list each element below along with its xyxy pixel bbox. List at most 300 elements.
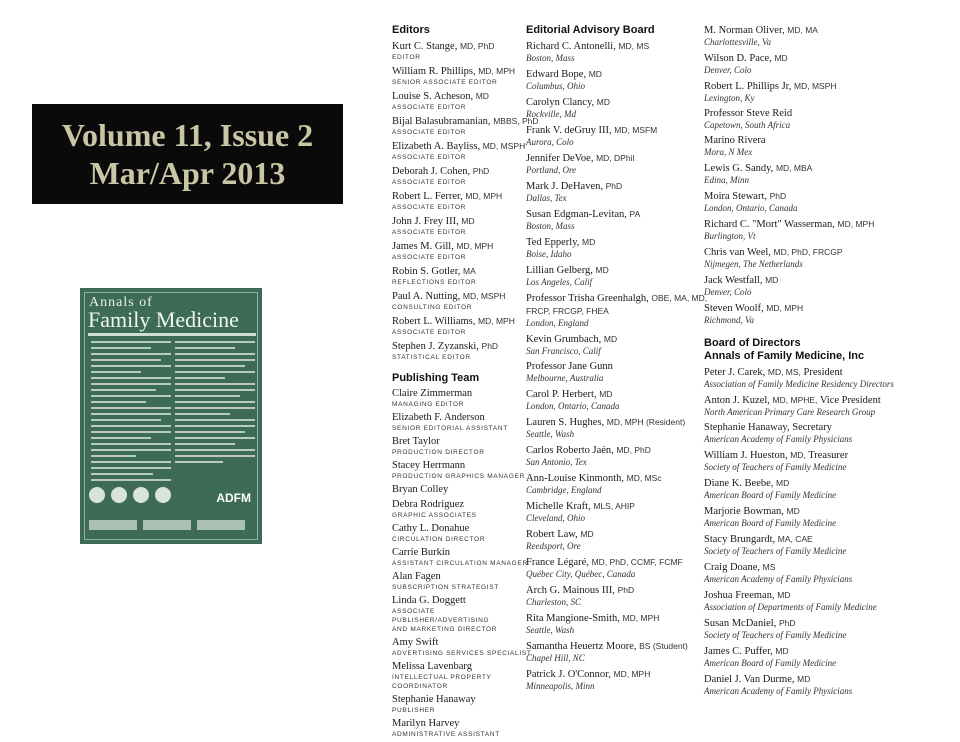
person-location: Aurora, Colo [526, 137, 574, 147]
person-role: ASSOCIATE EDITOR [392, 229, 467, 236]
person-credentials: MD [582, 237, 596, 247]
person-entry [526, 208, 706, 231]
person-entry [526, 388, 706, 411]
person-entry [392, 547, 532, 568]
person-name: John J. Frey III, MD [392, 216, 475, 227]
person-role: COORDINATOR [392, 683, 448, 690]
person-entry [704, 561, 904, 584]
person-location: San Francisco, Calif [526, 346, 601, 356]
person-location: Denver, Colo [704, 65, 752, 75]
person-location: American Board of Family Medicine [704, 518, 837, 528]
person-credentials: MBBS, PhD [493, 116, 539, 126]
person-location: Association of Family Medicine Residency Directors [704, 379, 894, 389]
person-name: M. Norman Oliver, MD, MA [704, 25, 818, 36]
person-entry [526, 96, 706, 119]
person-credentials: MD [775, 646, 789, 656]
person-location: Edina, Minn [704, 175, 749, 185]
person-credentials: PhD [472, 166, 490, 176]
person-location: American Academy of Family Physicians [704, 686, 853, 696]
person-name: Lauren S. Hughes, MD, MPH (Resident) [526, 417, 686, 428]
person-location: North American Primary Care Research Group [704, 407, 876, 417]
publishing-heading: Publishing Team [392, 372, 480, 384]
person-name: Marilyn Harvey [392, 718, 460, 729]
person-credentials: MD, MPH [465, 191, 503, 201]
person-entry [526, 500, 706, 523]
person-entry [526, 292, 706, 328]
person-role: ASSOCIATE EDITOR [392, 204, 467, 211]
person-entry [392, 90, 532, 112]
person-role: SUBSCRIPTION STRATEGIST [392, 584, 499, 591]
person-entry [704, 366, 904, 389]
person-role: AND MARKETING DIRECTOR [392, 626, 498, 633]
person-credentials: PhD [605, 181, 623, 191]
person-entry [392, 340, 532, 362]
person-entry [526, 612, 706, 635]
person-credentials: MD, MPH [478, 316, 515, 326]
person-entry [704, 274, 904, 297]
person-location: American Academy of Family Physicians [704, 574, 853, 584]
person-name: Bret Taylor [392, 436, 440, 447]
person-entry [392, 484, 532, 496]
person-name: Frank V. deGruy III, MD, MSFM [526, 125, 658, 136]
person-name: William R. Phillips, MD, MPH [392, 66, 516, 77]
person-entry [704, 533, 904, 556]
person-name: Elizabeth A. Bayliss, MD, MSPH [392, 141, 526, 152]
person-location: Minneapolis, Minn [526, 681, 595, 691]
person-name: Robert L. Williams, MD, MPH [392, 316, 515, 327]
cover-toc-left [91, 341, 171, 491]
person-entry [526, 416, 706, 439]
person-location: Denver, Colo [704, 287, 752, 297]
person-location: Boston, Mass [526, 53, 575, 63]
person-role: ASSOCIATE EDITOR [392, 154, 467, 161]
advisory-list [526, 40, 706, 691]
person-credentials: MD [461, 216, 475, 226]
person-entry [704, 505, 904, 528]
person-location: Association of Departments of Family Medicine [704, 602, 877, 612]
person-location: Burlington, Vt [704, 231, 756, 241]
person-location: Reedsport, Ore [526, 541, 581, 551]
person-entry [526, 444, 706, 467]
person-location: Rockville, Md [526, 109, 576, 119]
publishing-list [392, 388, 532, 739]
volume-issue: Volume 11, Issue 2 [61, 117, 314, 153]
person-name: Wilson D. Pace, MD [704, 53, 788, 64]
person-credentials: MD, MPH [837, 219, 875, 229]
person-entry [526, 333, 706, 356]
person-credentials: MD, MSPH [462, 291, 506, 301]
person-entry [526, 152, 706, 175]
person-entry [392, 661, 532, 691]
column-advisory-cont [704, 24, 904, 701]
person-name: Deborah J. Cohen, PhD [392, 166, 490, 177]
cover-meta-strip [88, 333, 256, 336]
person-credentials: PhD [481, 341, 499, 351]
journal-cover [80, 288, 262, 544]
person-name: Professor Jane Gunn [526, 361, 613, 372]
person-credentials: MD, MS [618, 41, 650, 51]
person-credentials: FRCP, FRCGP, FHEA [526, 306, 609, 316]
person-name: Diane K. Beebe, MD [704, 478, 790, 489]
person-credentials: MD, PhD, FRCGP [773, 247, 843, 257]
person-location: Cleveland, Ohio [526, 513, 585, 523]
person-entry [704, 394, 904, 417]
person-entry [392, 165, 532, 187]
person-entry [392, 637, 532, 658]
person-name: Stacy Brungardt, MA, CAE [704, 534, 813, 545]
editors-heading: Editors [392, 24, 430, 36]
person-name: Robert L. Phillips Jr, MD, MSPH [704, 81, 837, 92]
person-entry [526, 640, 706, 663]
person-entry [392, 140, 532, 162]
volume-banner [32, 104, 343, 204]
person-entry [704, 218, 904, 241]
person-role: ASSOCIATE PUBLISHER/ADVERTISING [392, 608, 490, 624]
person-credentials: MA, CAE [777, 534, 813, 544]
person-location: Richmond, Va [704, 315, 754, 325]
person-role: EDITOR [392, 54, 421, 61]
person-name: Arch G. Mainous III, PhD [526, 585, 635, 596]
person-location: Boise, Idaho [526, 249, 572, 259]
person-entry [704, 135, 904, 157]
person-credentials: MD, MPH [766, 303, 804, 313]
person-credentials: MD, MPH [456, 241, 494, 251]
person-name: Robert L. Ferrer, MD, MPH [392, 191, 503, 202]
column-editors [392, 24, 539, 742]
person-credentials: MD [596, 97, 610, 107]
person-credentials: MD [595, 265, 609, 275]
person-credentials: MD [603, 334, 618, 344]
person-entry [526, 668, 706, 691]
person-location: San Antonio, Tex [526, 457, 587, 467]
person-entry [392, 265, 532, 287]
person-credentials: MD [786, 506, 800, 516]
person-entry [392, 436, 532, 457]
person-name: Professor Steve Reid [704, 108, 793, 119]
board-list [704, 366, 904, 696]
person-role: PUBLISHER [392, 707, 436, 714]
person-name: Cathy L. Donahue [392, 523, 470, 534]
person-location: London, Ontario, Canada [526, 401, 620, 411]
person-name: Samantha Heuertz Moore, BS (Student) [526, 641, 688, 652]
person-name: Alan Fagen [392, 571, 441, 582]
person-name: Susan McDaniel, PhD [704, 618, 796, 629]
cover-toc-right [175, 341, 255, 491]
person-credentials: MS [762, 562, 776, 572]
person-name: Joshua Freeman, MD [704, 590, 791, 601]
person-entry [704, 422, 904, 444]
person-entry [392, 499, 532, 520]
person-role: GRAPHIC ASSOCIATES [392, 512, 477, 519]
person-credentials: OBE, MA, MD, [651, 293, 708, 303]
person-name: Bryan Colley [392, 484, 449, 495]
person-credentials: MD, MSPH [794, 81, 837, 91]
person-role: REFLECTIONS EDITOR [392, 279, 477, 286]
person-entry [392, 718, 532, 739]
person-role: MANAGING EDITOR [392, 401, 465, 408]
person-name: Stephanie Hanaway [392, 694, 476, 705]
person-name: Stephanie Hanaway, Secretary [704, 422, 832, 433]
person-entry [704, 108, 904, 130]
person-entry [392, 215, 532, 237]
cover-title-main: Family Medicine [88, 307, 239, 332]
person-entry [704, 477, 904, 500]
person-title: President [803, 367, 843, 378]
person-title: Treasurer [808, 450, 849, 461]
person-name: Ann-Louise Kinmonth, MD, MSc [526, 473, 662, 484]
person-location: Seattle, Wash [526, 625, 575, 635]
person-entry [526, 528, 706, 551]
person-location: Nijmegen, The Netherlands [704, 259, 803, 269]
person-role: ASSOCIATE EDITOR [392, 104, 467, 111]
person-entry [392, 571, 532, 592]
person-credentials: MD [588, 69, 602, 79]
person-name: Carrie Burkin [392, 547, 451, 558]
person-location: Society of Teachers of Family Medicine [704, 630, 847, 640]
person-entry [704, 617, 904, 640]
person-title: Vice President [819, 395, 881, 406]
person-name: Robin S. Gotler, MA [392, 266, 476, 277]
person-location: American Academy of Family Physicians [704, 434, 853, 444]
person-credentials: MA [463, 266, 476, 276]
person-entry [392, 523, 532, 544]
person-name: Debra Rodriguez [392, 499, 465, 510]
issue-date: Mar/Apr 2013 [89, 155, 286, 191]
advisory-heading: Editorial Advisory Board [526, 24, 655, 36]
person-location: Columbus, Ohio [526, 81, 586, 91]
person-entry [392, 460, 532, 481]
person-entry [392, 595, 532, 634]
person-name: Richard C. "Mort" Wasserman, MD, MPH [704, 219, 875, 230]
person-credentials: MD, DPhil [596, 153, 635, 163]
person-entry [704, 190, 904, 213]
person-entry [704, 246, 904, 269]
person-credentials: MD, MSc [626, 473, 662, 483]
person-name: Susan Edgman-Levitan, PA [526, 209, 641, 220]
person-credentials: MD, PhD [459, 41, 495, 51]
person-name: Stacey Herrmann [392, 460, 466, 471]
person-entry [526, 264, 706, 287]
person-entry [526, 236, 706, 259]
person-credentials: MD, MA [787, 25, 818, 35]
person-name: Lillian Gelberg, MD [526, 265, 609, 276]
person-credentials: MD, MPH [613, 669, 651, 679]
person-entry [526, 556, 706, 579]
person-location: Melbourne, Australia [526, 373, 604, 383]
person-name: Amy Swift [392, 637, 439, 648]
person-location: Society of Teachers of Family Medicine [704, 462, 847, 472]
person-name: France Légaré, MD, PhD, CCMF, FCMF [526, 557, 683, 568]
person-entry [704, 645, 904, 668]
person-credentials: PA [629, 209, 641, 219]
person-credentials: MD, PhD [616, 445, 651, 455]
cover-title-top: Annals of [89, 295, 153, 310]
person-entry [704, 673, 904, 696]
person-credentials: MD, PhD, CCMF, FCMF [591, 557, 683, 567]
person-entry [704, 24, 904, 47]
person-entry [392, 115, 539, 137]
person-location: Dallas, Tex [526, 193, 567, 203]
person-role: PRODUCTION DIRECTOR [392, 449, 485, 456]
person-entry [526, 472, 706, 495]
person-name: Professor Trisha Greenhalgh, OBE, MA, MD, [526, 293, 708, 304]
person-credentials: MD [777, 590, 791, 600]
person-credentials: MD, MPH (Resident) [606, 417, 686, 427]
person-name: Peter J. Carek, MD, MS, President [704, 367, 843, 378]
person-credentials: MD [599, 389, 613, 399]
person-role: ASSOCIATE EDITOR [392, 329, 467, 336]
person-role: CIRCULATION DIRECTOR [392, 536, 486, 543]
person-name: Michelle Kraft, MLS, AHIP [526, 501, 635, 512]
person-entry [704, 80, 904, 103]
person-location: Québec City, Québec, Canada [526, 569, 636, 579]
person-name: Melissa Lavenbarg [392, 661, 472, 672]
person-credentials: BS (Student) [639, 641, 688, 651]
person-name: Carlos Roberto Jaén, MD, PhD [526, 445, 651, 456]
person-location: American Board of Family Medicine [704, 658, 837, 668]
person-name: Moira Stewart, PhD [704, 191, 787, 202]
person-name: Louise S. Acheson, MD [392, 91, 489, 102]
person-name: Marjorie Bowman, MD [704, 506, 800, 517]
person-title: Secretary [792, 422, 832, 433]
person-location: Charlottesville, Va [704, 37, 771, 47]
person-role: ADVERTISING SERVICES SPECIALIST [392, 650, 532, 657]
person-location: Boston, Mass [526, 221, 575, 231]
person-name: Ted Epperly, MD [526, 237, 596, 248]
person-entry [392, 40, 532, 62]
person-credentials: PhD [617, 585, 635, 595]
person-role: CONSULTING EDITOR [392, 304, 473, 311]
person-location: Chapel Hill, NC [526, 653, 585, 663]
person-entry [526, 124, 706, 147]
person-credentials: MD, MS, [767, 367, 801, 377]
person-name: Lewis G. Sandy, MD, MBA [704, 163, 813, 174]
person-name: Paul A. Nutting, MD, MSPH [392, 291, 506, 302]
person-name: Chris van Weel, MD, PhD, FRCGP [704, 247, 843, 258]
person-name: Kevin Grumbach, MD [526, 334, 618, 345]
person-name: Steven Woolf, MD, MPH [704, 303, 804, 314]
person-credentials: PhD [769, 191, 787, 201]
person-role: ASSOCIATE EDITOR [392, 129, 467, 136]
person-role: ASSOCIATE EDITOR [392, 254, 467, 261]
person-name: Patrick J. O'Connor, MD, MPH [526, 669, 651, 680]
person-credentials: MD [765, 275, 779, 285]
person-name: Daniel J. Van Durme, MD [704, 674, 811, 685]
person-entry [526, 584, 706, 607]
person-credentials: PhD [778, 618, 796, 628]
cover-footer [89, 517, 255, 533]
person-name: James C. Puffer, MD [704, 646, 789, 657]
person-location: Cambridge, England [526, 485, 602, 495]
person-location: Lexington, Ky [704, 93, 755, 103]
person-name: Robert Law, MD [526, 529, 594, 540]
person-location: Mora, N Mex [704, 147, 753, 157]
person-location: London, Ontario, Canada [704, 203, 798, 213]
person-credentials: MD, MSPH [482, 141, 526, 151]
person-name: Kurt C. Stange, MD, PhD [392, 41, 495, 52]
person-credentials: MD [580, 529, 594, 539]
person-role: PRODUCTION GRAPHICS MANAGER [392, 473, 526, 480]
person-credentials: MD, MBA [775, 163, 813, 173]
person-entry [392, 190, 532, 212]
person-name: Elizabeth F. Anderson [392, 412, 485, 423]
person-name: William J. Hueston, MD, Treasurer [704, 450, 849, 461]
person-entry [392, 65, 532, 87]
person-name: James M. Gill, MD, MPH [392, 241, 494, 252]
person-credentials: MD, MPH [478, 66, 516, 76]
person-role: ASSISTANT CIRCULATION MANAGER [392, 560, 528, 567]
person-location: Society of Teachers of Family Medicine [704, 546, 847, 556]
person-entry [526, 40, 706, 63]
person-name: Carol P. Herbert, MD [526, 389, 613, 400]
person-role: INTELLECTUAL PROPERTY [392, 674, 492, 681]
person-name: Craig Doane, MS [704, 562, 776, 573]
person-name: Richard C. Antonelli, MD, MS [526, 41, 650, 52]
person-name: Edward Bope, MD [526, 69, 602, 80]
cover-frame [84, 292, 258, 540]
person-credentials: MD, MSFM [614, 125, 658, 135]
person-location: Charleston, SC [526, 597, 582, 607]
person-entry [392, 315, 532, 337]
person-entry [392, 412, 532, 433]
person-role: ADMINISTRATIVE ASSISTANT [392, 731, 500, 738]
person-name: Mark J. DeHaven, PhD [526, 181, 623, 192]
person-credentials: MD [774, 53, 788, 63]
person-entry [704, 52, 904, 75]
person-credentials: MLS, AHIP [593, 501, 635, 511]
person-name: Claire Zimmerman [392, 388, 473, 399]
person-credentials: MD [475, 91, 489, 101]
person-entry [704, 589, 904, 612]
person-location: Capetown, South Africa [704, 120, 791, 130]
person-location: Seattle, Wash [526, 429, 575, 439]
person-entry [392, 240, 532, 262]
person-name: Bijal Balasubramanian, MBBS, PhD [392, 116, 539, 127]
person-name: Marino Rivera [704, 135, 766, 146]
person-entry [392, 694, 532, 715]
cover-adfm-logo: ADFM [216, 491, 251, 505]
person-role: SENIOR ASSOCIATE EDITOR [392, 79, 498, 86]
person-role: ASSOCIATE EDITOR [392, 179, 467, 186]
person-entry [392, 388, 532, 409]
person-credentials: MD, MPHE, [772, 395, 818, 405]
person-entry [526, 180, 706, 203]
person-location: London, England [526, 318, 589, 328]
person-role: STATISTICAL EDITOR [392, 354, 471, 361]
person-name: Carolyn Clancy, MD [526, 97, 610, 108]
person-entry [526, 361, 706, 383]
person-location: Los Angeles, Calif [526, 277, 593, 287]
person-name: Anton J. Kuzel, MD, MPHE, Vice President [704, 395, 881, 406]
person-credentials: MD, [790, 450, 806, 460]
person-entry [704, 302, 904, 325]
board-subheading: Annals of Family Medicine, Inc [704, 350, 865, 362]
person-entry [526, 68, 706, 91]
person-entry [704, 449, 904, 472]
person-credentials: MD [797, 674, 811, 684]
board-heading: Board of Directors [704, 337, 801, 349]
person-name: Jennifer DeVoe, MD, DPhil [526, 153, 635, 164]
editors-list [392, 40, 539, 362]
person-name: Stephen J. Zyzanski, PhD [392, 341, 499, 352]
person-credentials: MD [776, 478, 790, 488]
person-entry [392, 290, 532, 312]
person-location: American Board of Family Medicine [704, 490, 837, 500]
person-role: SENIOR EDITORIAL ASSISTANT [392, 425, 508, 432]
person-name: Rita Mangione-Smith, MD, MPH [526, 613, 660, 624]
person-location: Portland, Ore [526, 165, 577, 175]
person-name: Linda G. Doggett [392, 595, 466, 606]
